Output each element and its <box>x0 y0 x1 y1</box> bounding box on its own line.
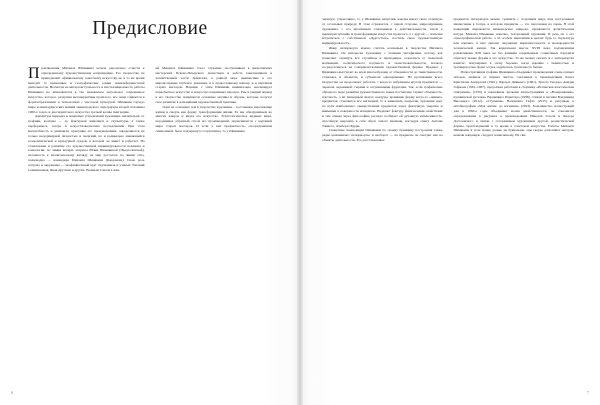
paragraph: Сюжетные композиции Шемякина по своему принципу построения также редко напоминают натюрморты: и наоборот — на предметы он смотрит как на объекты деятельности. Его расставленные <box>322 128 443 143</box>
folio-right: 7 <box>586 390 589 395</box>
right-page <box>300 0 600 405</box>
paragraph: черкнуто стереотипно, то у Шемякина напротив, каждая имеет свою отличную от остальных природу. В этом отражается, с одной стороны, мироощущение художника, с его ироничным отношением к действительности, тягой к первоприступанию и трансформации искусства прошлого, а с другой — попытки встретиться с собственной «Другостью», постичь свою художественную индивидуальность. <box>322 17 443 46</box>
left-page-columns <box>28 66 272 366</box>
paragraph: Иллюстративная графика Шемякина объединяет произведения очень разных авторов, начиная от первых листов, сделанных к произведениям Ханса Кристиана Андерсена (1961), Чарльза Диккенса (1961), Эрнста Теодора Амадея Гофмана (1961–1967), продолжая работами к сборнику «Испанская классическая эпиграмма» (1970) и заканчивая зрелыми иллюстрациями к «Возвращению» пушкинской русалки» Владимира Рецептера (1998), стихам и песням Владимира Высоцкого (2012), «Ступеням» Валентина Гафта (2015) и рисункам к автобиографии «Моя жизнь: до изгнания» (2023). Большинство иллюстраций уже в 1960-е годы объединяет мотив двойственности, он становится определяющим в рисунках к произведениям Николая Гоголя и Федора Достоевского и связан с отторжением художником другой, реалистической формы, преобладавшей в то время в советском искусстве. Работы Михаила Шемякина в этом жанре далеко не буквальны, они скорее дополняют авторов, нежели напрямую следуют написанному. Их свя- <box>453 70 574 138</box>
right-column-2 <box>454 17 575 369</box>
drop-cap: П <box>28 65 40 82</box>
paragraph: ни Михаила Шемякина стало служение послушником в иконописных мастерских Псково-Печерского монастыря и работа такелажником в хозяйственной части Эрмитажа, в равной мере привнесшие в его мировоззрение глубокое уважение и к православному канону, и к картинам старых мастеров. Наравне с этим Шемякин внимательно анализирует первобытное искусство и искусство племенных народов. Уже в ранний период в его творчестве появляются основные мотивы и образы, которые получат свое развитие в дальнейшей художественной практике. <box>155 66 272 104</box>
page-title: Предисловие <box>92 18 208 39</box>
paragraph <box>28 66 145 114</box>
folio-left: 6 <box>11 390 14 395</box>
paragraph: Амплитуда видовых и жанровых устремлений художника значительна: от графики, коллажа — до фактурной живописи и скульптуры, а также перформанса, театра и искусствоведческих исследований. При этом масштабность и динамизм, присущие его произведениям, определяются не только неординарной личностью и энергией, но и радикально меняющейся геополитической и культурной средой, в которой он живет и работает. На становление и развитие его художественной индивидуальности повлияла и генеалогия: по линии матери, актрисы Юлии Шемякиной (Предтеченской), склонность к аналитическому взгляду на мир досталась по линии отца, полководца — командира Михаила Шемякина (Кардановa). Свою роль сыграло и окружение — неофициальный круг художников и ученых: Евгений Семеншенков, Яков Друскин и другие. Важным этапом в жиз- <box>28 114 145 172</box>
paragraph: Одна из основных тем в творчестве художника – постоянное перетекание жизни в смерть как форму трансформации жизни. Ее мы обнаруживаем во многих жанрах и видах его искусства. Эсхатологическое видение мира, породившее образный строй его произведений, перекликается с картиной мира старых мастеров. И если у них предметность, опосредованная символикой, была подчеркнуто стереотипна, то у Шемякина <box>155 104 272 133</box>
paragraph: предметов натюрморта можно сравнить с созданием мира или построением мизансцены в театре, в котором предметы — это персонажи на сцене. В этой концепции выражается визионерская природа, проявляется артистическая натура. Михаил Шемякин, конечно, театральный художник. И речь не о его сценографической работе, а об особом мышлении в целом: будь то скульптура или картина, в них сквозит ощущение марионеточности и маскарадности человеческой жизни. Так кармольная мысль XVIII века, подхваченная романтиками XIX века, не без влияния современных социальных парадигм обретает новые формы в его искусстве. То же можно сказать и о натюрмортах ванитас, популярных в эпоху барокко, когда наравне с пышностью и чрезмерностью форм острее ощущалась трагичность бытия. <box>453 17 574 70</box>
paragraph: Жанр натюрморта можно считать ключевым в творчестве Михаила Шемякина. Он интересен художнику с позиции метафизики, потому как позволяет отринуть все случайное и преходящее, отказаться от сюжетной мотивации, политического подтекста и повествовательности, всецело сосредоточиться на совершенствовании художественной формы. Предмет у Шемякина выступает во всем многообразии, от обыденности до таинственности, становясь и объектом, и субъектом одновременно. На протяжении всего творчества он продолжает работать с когда-то избранным кругом предметов — черепом, керамикой, сырами и засушенными фруктами. Так, если графические образы по мере развития художественного языка постепенно теряют объемность, плотность, а их линеарный силуэт, контуры, хранящие форму когда-то «живых» предметов, становятся все наглядней, то в живописи, напротив, художник идет по пути наибольшего овеществления предметов через фактурную энергию и внимание к поверхности материала. Наделяет фактуру физическими свойствами и тем самым через философию распада сообщает ей духовную интенсивность, способную выразить в себе образ самого времени, наследуя опыту Антони Тапиеса, Альберто Бурри. <box>322 46 443 128</box>
left-column-2 <box>156 66 273 366</box>
right-column-1 <box>322 17 443 369</box>
left-column-1 <box>28 66 145 366</box>
paragraph-text: роизведения Михаила Шемякина нельзя однозначно отнести к определенному художественному направлению. Его творчество не принадлежит официальному советскому искусству, но в то же время выходит за временные и географические рамки нонконформистской деятельности. Несмотря на интертекстуальность и инсталляционность работы Шемякина не вписываются в так называемое актуальное современное искусство, которое, разрушая метанарративы прошлого, все чаще сливается в формообразовании и технологиях с массовой культурой. Шемякин гораздо шире и авангардистских веяний ленинградского андеграунда второй половины 1960-х годов, и диссидентского искусства третьей волны эмиграции. <box>28 66 145 114</box>
right-page-columns <box>322 17 574 369</box>
